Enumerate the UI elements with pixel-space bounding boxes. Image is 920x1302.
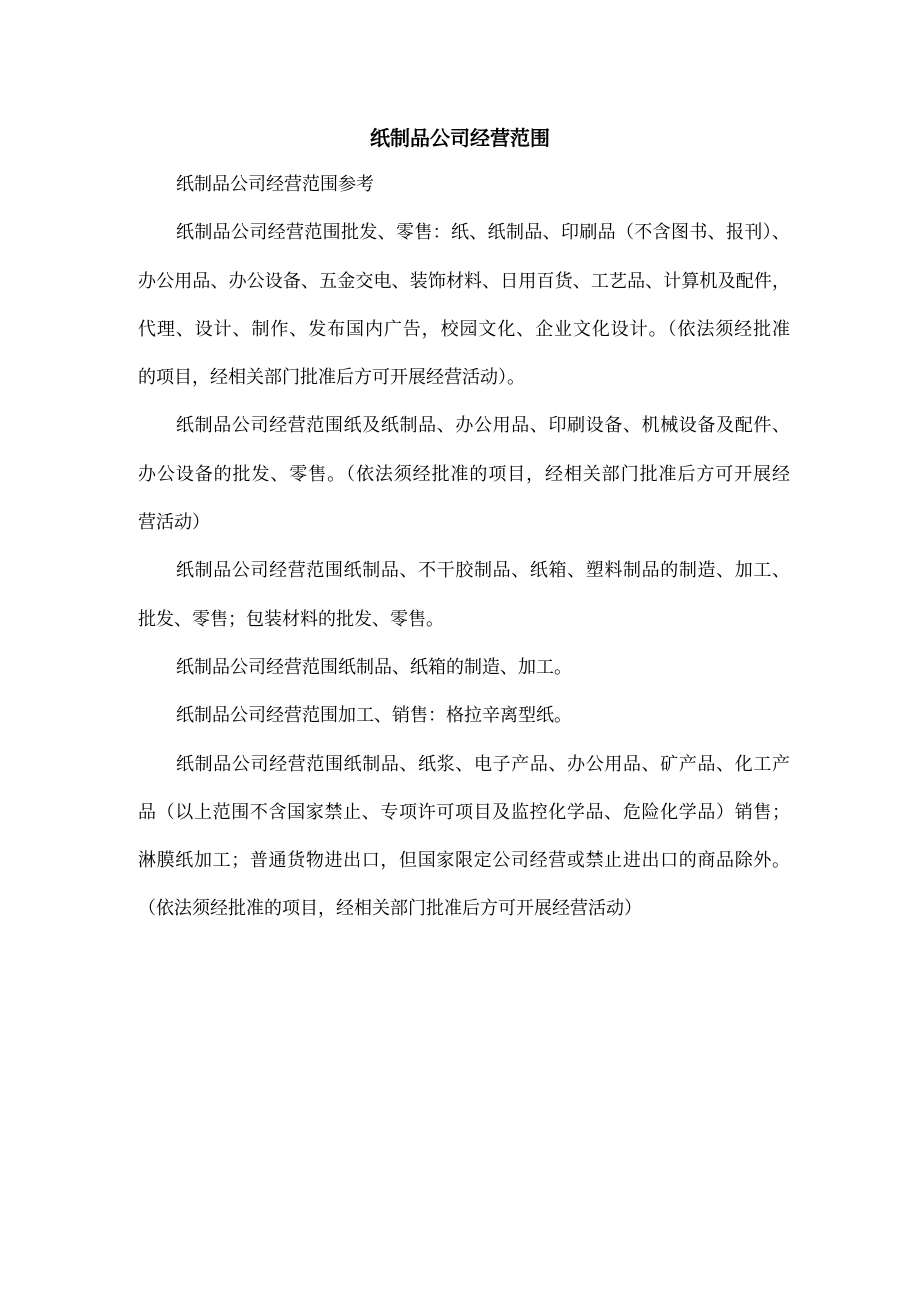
paragraph	[138, 692, 790, 740]
paragraph-line: 纸制品公司经营范围纸制品、纸箱的制造、加工。	[176, 656, 572, 678]
paragraph-line: 办公设备的批发、零售。（依法须经批准的项目，经相关部门批准后方可开展经	[138, 463, 790, 485]
paragraph-line: 代理、设计、制作、发布国内广告，校园文化、企业文化设计。（依法须经批准	[138, 318, 790, 340]
paragraph	[138, 209, 790, 402]
paragraph	[138, 644, 790, 692]
paragraph-line: 营活动）	[138, 512, 210, 534]
paragraph-line: 的项目，经相关部门批准后方可开展经营活动）。	[138, 367, 525, 389]
paragraph-line: 淋膜纸加工；普通货物进出口，但国家限定公司经营或禁止进出口的商品除外。	[138, 850, 790, 872]
paragraph	[138, 402, 790, 547]
paragraph-line: 纸制品公司经营范围纸制品、不干胶制品、纸箱、塑料制品的制造、加工、	[176, 560, 790, 582]
paragraph	[138, 161, 790, 209]
paragraph	[138, 741, 790, 934]
paragraph-line: 批发、零售；包装材料的批发、零售。	[138, 608, 444, 630]
paragraph-line: 品（以上范围不含国家禁止、专项许可项目及监控化学品、危险化学品）销售；	[138, 801, 790, 823]
paragraph-line: （依法须经批准的项目，经相关部门批准后方可开展经营活动）	[138, 898, 642, 920]
document-title: 纸制品公司经营范围	[370, 126, 550, 150]
paragraph-line: 纸制品公司经营范围参考	[176, 174, 374, 195]
paragraph	[138, 547, 790, 644]
paragraph-line: 纸制品公司经营范围纸制品、纸浆、电子产品、办公用品、矿产品、化工产	[176, 753, 790, 775]
paragraph-line: 纸制品公司经营范围加工、销售：格拉辛离型纸。	[176, 705, 572, 727]
paragraph-line: 办公用品、办公设备、五金交电、装饰材料、日用百货、工艺品、计算机及配件，	[138, 270, 790, 292]
paragraph-line: 纸制品公司经营范围纸及纸制品、办公用品、印刷设备、机械设备及配件、	[176, 415, 790, 437]
paragraph-line: 纸制品公司经营范围批发、零售：纸、纸制品、印刷品（不含图书、报刊）、	[176, 222, 790, 244]
document-body	[138, 161, 790, 934]
